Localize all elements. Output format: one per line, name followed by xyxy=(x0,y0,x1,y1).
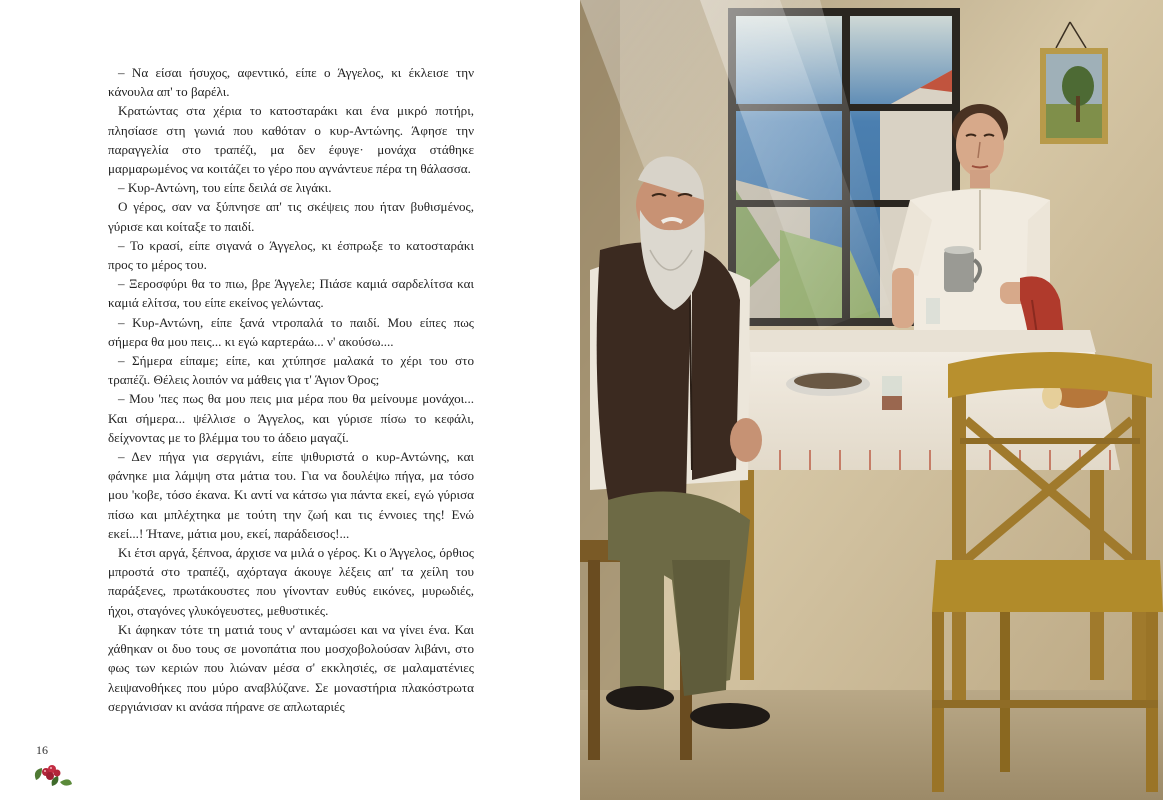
illustration xyxy=(580,0,1163,800)
paragraph: – Δεν πήγα για σεργιάνι, είπε ψιθυριστά ο κυρ-Αντώνης, και φάνηκε μια λάμψη στα μάτια του. Για να δουλέψω πήγα, μα τόσο μου 'κοβε, τόσο έκανα. Κι αντί να κάτσω για πάντα εκεί, εγώ γύρισα πίσω και μπλέχτηκα με τούτη την ζωή και τις έννοιες της! Ενώ εκεί...! Ήτανε, μάτια μου, εκεί, παράδεισος!... xyxy=(108,449,474,541)
left-page xyxy=(0,0,580,800)
paragraph: – Μου 'πες πως θα μου πεις μια μέρα που θα μείνουμε μονάχοι... Και σήμερα... ψέλλισε ο Άγγελος, και γύρισε πίσω το κεφάλι, δείχνοντας με το βλέμμα του το άδειο μαγαζί. xyxy=(108,391,474,445)
paragraph: – Το κρασί, είπε σιγανά ο Άγγελος, κι έσπρωξε το κατοσταράκι προς το μέρος του. xyxy=(108,237,474,273)
berries-leaves-icon xyxy=(30,756,74,790)
paragraph: – Κυρ-Αντώνη, είπε ξανά ντροπαλά το παιδί. Μου είπες πως σήμερα θα μου πεις... κι εγώ καρτεράω... ν' ακούσω.... xyxy=(108,314,474,349)
paragraph: Κι άφηκαν τότε τη ματιά τους ν' ανταμώσει και να γίνει ένα. Και χάθηκαν οι δυο τους σε μονοπάτια που μοσχοβολούσαν λιβάνι, στο φως των κεριών που λιώναν μέσα σ' εκκλησιές, σε μαλαματένιες λειψανοθήκες που μύρο αναβλύζανε. Σε μοναστήρια πλακόστρωτα σεργιάνισαν κι ανάσα πήρανε σε απλωταριές xyxy=(108,621,474,714)
paragraph: – Κυρ-Αντώνη, του είπε δειλά σε λιγάκι. xyxy=(118,180,332,196)
paragraph: Ο γέρος, σαν να ξύπνησε απ' τις σκέψεις που ήταν βυθισμένος, γύρισε και κοίταξε το παιδί. xyxy=(108,199,474,234)
tavern-painting xyxy=(580,0,1163,800)
page-number: 16 xyxy=(36,743,48,757)
paragraph: – Σήμερα είπαμε; είπε, και χτύπησε μαλακά το χέρι του στο τραπέζι. Θέλεις λοιπόν να μάθεις για τ' Άγιον Όρος; xyxy=(108,353,474,388)
paragraph: – Ξεροσφύρι θα το πιω, βρε Άγγελε; Πιάσε καμιά σαρδελίτσα και καμιά ελίτσα, του είπε εκείνος γελώντας. xyxy=(108,276,474,311)
paragraph: Κρατώντας στα χέρια το κατοσταράκι και ένα μικρό ποτήρι, πλησίασε στη γωνιά που καθόταν ο κυρ-Αντώνης. Άφησε την παραγγελία στο τραπέζι, μα δεν έφυγε· μονάχα στάθηκε μαρμαρωμένος να κοιτάζει το γέρο που αγνάντευε πέρα τη θάλασσα. xyxy=(108,103,474,177)
paragraph: – Να είσαι ήσυχος, αφεντικό, είπε ο Άγγελος, κι έκλεισε την κάνουλα απ' το βαρέλι. xyxy=(108,65,474,100)
story-text xyxy=(108,63,474,716)
paragraph: Κι έτσι αργά, ξέπνοα, άρχισε να μιλά ο γέρος. Κι ο Άγγελος, όρθιος μπροστά στο τραπέζι, αχόρταγα άκουγε λέξεις απ' τα χείλη του παράξενες, πρωτάκουστες που γίνονταν ευθύς εικόνες, μυρωδιές, ήχοι, σταγόνες γλυκόγευστες, μεθυστικές. xyxy=(108,545,474,618)
